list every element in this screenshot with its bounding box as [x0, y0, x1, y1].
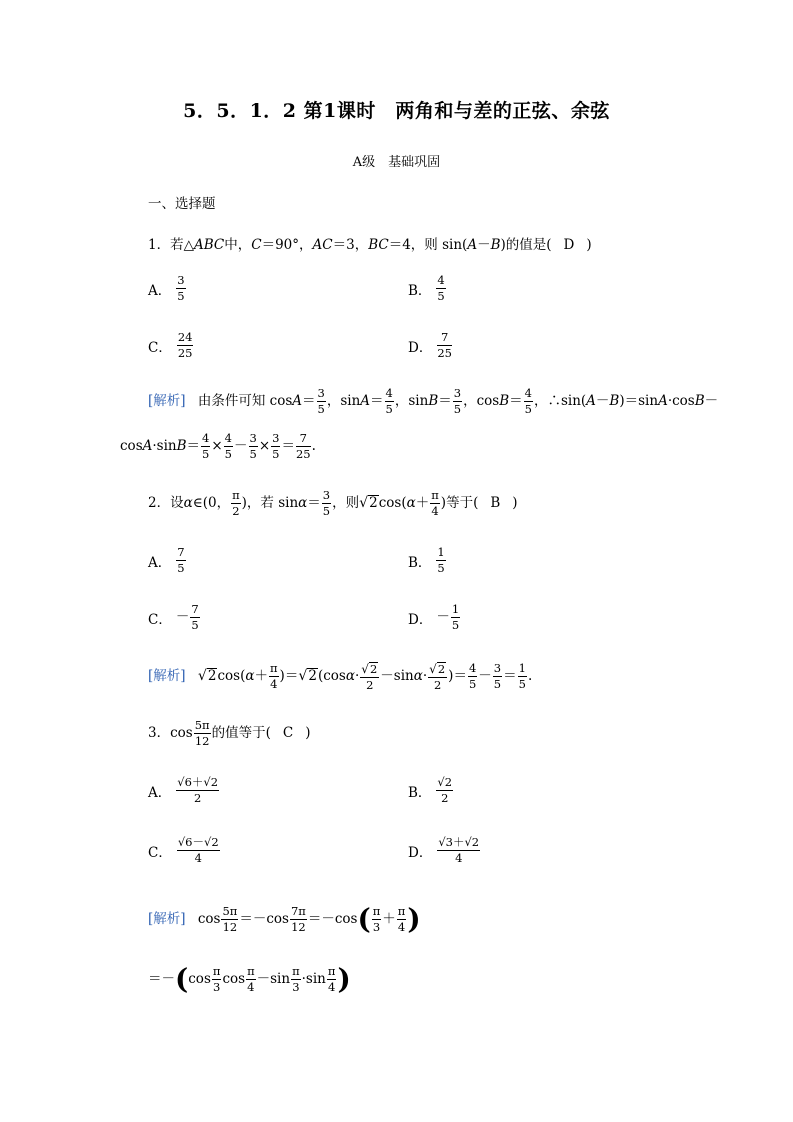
question-1-answer: D	[563, 237, 575, 253]
question-3-answer: C	[282, 725, 294, 741]
q3-option-b: B． $\frac{√2}{2}$	[408, 775, 453, 805]
q2-option-a: A． $\frac{7}{5}$	[148, 545, 185, 575]
q1-option-b: B． $\frac{4}{5}$	[408, 273, 445, 303]
q2-option-d: D． － $\frac{1}{5}$	[408, 602, 460, 632]
level-subtitle: A级 基础巩固	[352, 155, 441, 170]
section-heading: 一、选择题	[148, 196, 216, 212]
q1-option-a: A． $\frac{3}{5}$	[148, 273, 185, 303]
question-3-stem: 3．cos $\frac{5\pi}{12}$ 的值等于( C )	[148, 718, 311, 748]
analysis-tag: [解析]	[148, 911, 186, 927]
q1-option-d: D． $\frac{7}{25}$	[408, 330, 452, 360]
q3-option-d: D． $\frac{√3+√2}{4}$	[408, 835, 480, 865]
q3-option-a: A． $\frac{√6+√2}{2}$	[148, 775, 219, 805]
question-1-analysis-cont: cosA·sinB＝ $\frac{4}{5}$ × $\frac{4}{5}$ － $\frac{3}{5}$ × $\frac{3}{5}$ ＝ $\frac{7}{25}$ .	[120, 431, 316, 461]
question-2-stem: 2．设α∈(0， $\frac{\pi}{2}$ )，若 sinα＝ $\frac{3}{5}$ ，则√2cos(α＋ $\frac{\pi}{4}$ )等于( B )	[148, 488, 518, 518]
question-1-stem: 1．若△ABC中，C＝90°，AC＝3，BC＝4，则 sin(A－B)的值是( D )	[148, 237, 592, 253]
page-title: 5．5．1．2 第1课时 两角和与差的正弦、余弦	[183, 100, 610, 122]
q2-option-b: B． $\frac{1}{5}$	[408, 545, 445, 575]
q3-option-c: C． $\frac{√6-√2}{4}$	[148, 835, 219, 865]
analysis-tag: [解析]	[148, 668, 186, 685]
q2-option-c: C． － $\frac{7}{5}$	[148, 602, 199, 632]
q1-option-c: C． $\frac{24}{25}$	[148, 330, 193, 360]
question-3-analysis: [解析] cos $\frac{5\pi}{12}$ ＝－cos $\frac{7\pi}{12}$ ＝－cos( $\frac{\pi}{3}$ ＋ $\frac{\pi}{4}$ )	[148, 902, 421, 936]
question-3-analysis-cont: ＝－(cos $\frac{\pi}{3}$ cos $\frac{\pi}{4}$ －sin $\frac{\pi}{3}$ ·sin $\frac{\pi}{4}$ )	[148, 962, 351, 996]
question-1-analysis: [解析] 由条件可知 cosA＝ $\frac{3}{5}$ ，sinA＝ $\frac{4}{5}$ ，sinB＝ $\frac{3}{5}$ ，cosB＝ $\frac{4}{5}$ ，∴sin(A－B)＝sinA·cosB－	[148, 386, 719, 416]
question-2-analysis: [解析] √2cos(α＋ $\frac{\pi}{4}$ )＝√2(cosα· $\frac{√2}{2}$ －sinα· $\frac{√2}{2}$ )＝ $\frac{4}{5}$ － $\frac{3}{5}$ ＝ $\frac{1}{5}$ .	[148, 661, 533, 692]
question-2-answer: B	[490, 495, 501, 511]
analysis-tag: [解析]	[148, 393, 186, 409]
